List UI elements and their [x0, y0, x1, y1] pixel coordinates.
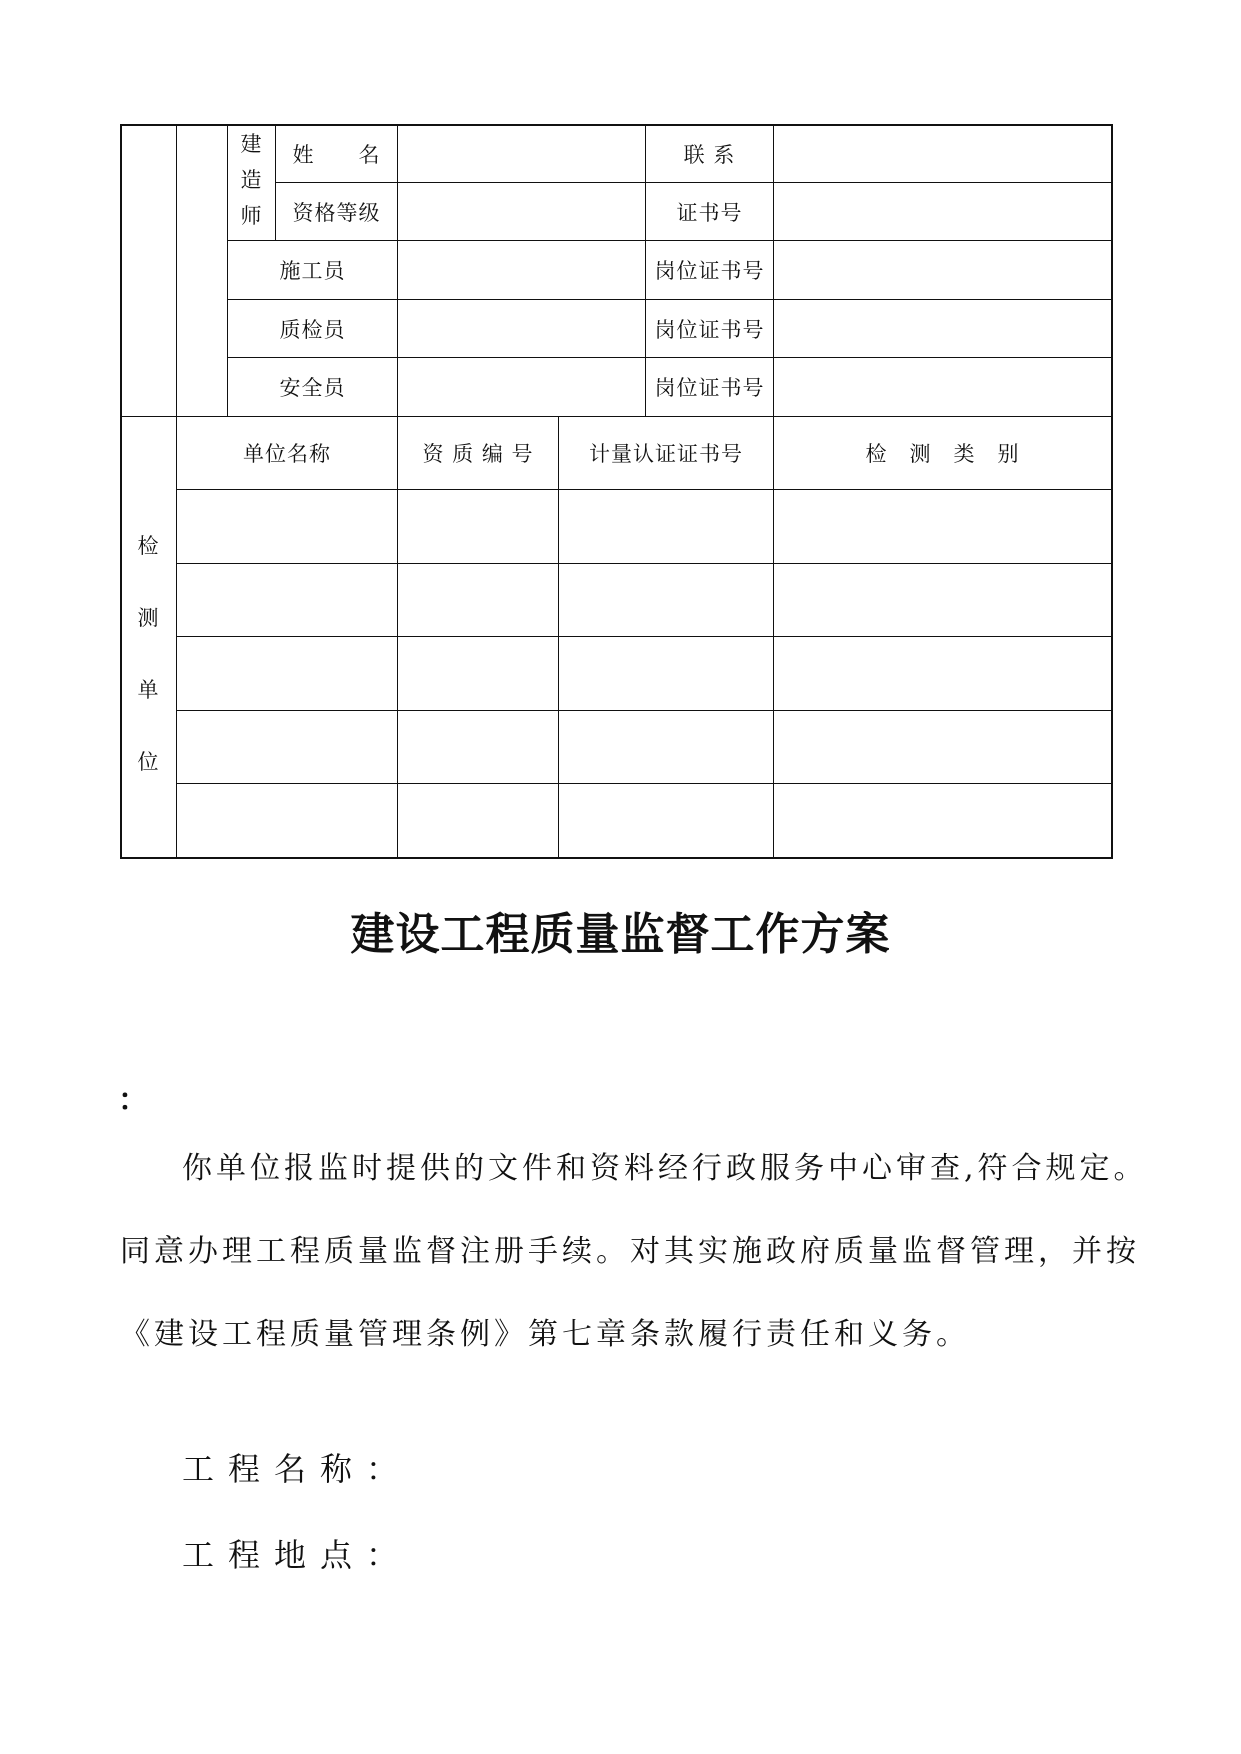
table-right-border	[1111, 124, 1113, 859]
qualification-level-label: 资格等级	[292, 200, 381, 225]
salutation-colon: ：	[118, 1083, 148, 1118]
testing-unit-char: 单	[137, 678, 159, 702]
safety-officer-label: 安全员	[279, 376, 346, 400]
builder-label-char: 造	[240, 168, 262, 192]
unit-name-header: 单位名称	[243, 442, 331, 466]
builder-label	[231, 126, 271, 234]
project-location-field: 工程地点：	[182, 1536, 413, 1574]
testing-unit-char: 检	[137, 534, 159, 558]
testing-unit-label	[128, 510, 168, 798]
testing-unit-char: 测	[137, 606, 159, 630]
constructor-label: 施工员	[279, 259, 346, 283]
post-cert-label: 岗位证书号	[654, 259, 765, 283]
body-line-2: 同意办理工程质量监督注册手续。对其实施政府质量监督管理，并按	[120, 1234, 1140, 1269]
contact-label: 联 系	[683, 142, 736, 167]
table-left-border	[120, 124, 122, 859]
builder-label-char: 师	[240, 204, 262, 228]
builder-label-char: 建	[240, 132, 262, 156]
row-line	[176, 636, 1112, 637]
body-line-3: 《建设工程质量管理条例》第七章条款履行责任和义务。	[120, 1317, 970, 1352]
row-line	[176, 783, 1112, 784]
testing-unit-char: 位	[137, 750, 159, 774]
col-line	[773, 124, 774, 858]
page-title: 建设工程质量监督工作方案	[350, 909, 891, 960]
quality-inspector-label: 质检员	[279, 317, 346, 342]
row-line	[176, 563, 1112, 564]
col-line	[397, 124, 398, 858]
table-bottom-border	[120, 857, 1112, 859]
body-line-1: 你单位报监时提供的文件和资料经行政服务中心审查,符合规定。	[182, 1151, 1148, 1186]
row-line	[176, 489, 1112, 490]
name-label: 姓 名	[292, 142, 381, 167]
testing-category-header: 检 测 类 别	[865, 442, 1020, 466]
post-cert-label: 岗位证书号	[654, 376, 765, 400]
col-line	[176, 124, 177, 858]
row-line	[176, 710, 1112, 711]
qualification-number-header: 资 质 编 号	[422, 442, 534, 466]
post-cert-label: 岗位证书号	[654, 317, 765, 342]
metrology-cert-header: 计量认证证书号	[589, 442, 743, 466]
project-name-field: 工程名称：	[182, 1450, 413, 1488]
certificate-number-label: 证书号	[676, 200, 743, 225]
